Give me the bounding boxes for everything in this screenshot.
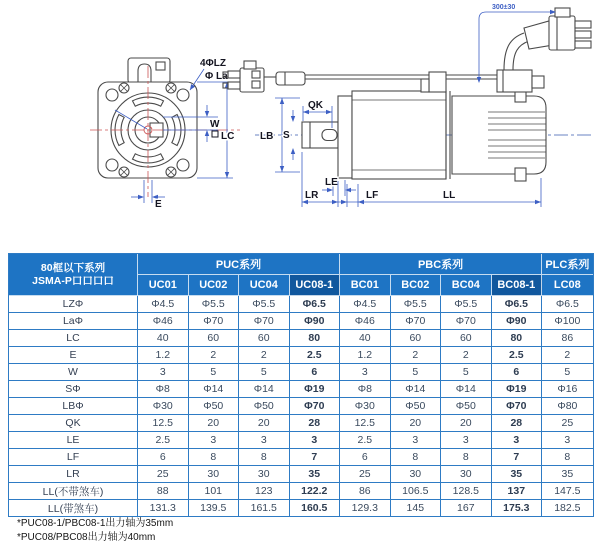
table-cell: 60 [391,330,442,347]
side-view [223,4,592,207]
keyway-width-label: W [210,119,220,130]
table-cell: Φ6.5 [492,296,543,313]
table-cell: 60 [441,330,492,347]
table-cell: 2 [542,347,593,364]
table-cell: Φ30 [138,398,189,415]
table-cell: Φ14 [391,381,442,398]
table-cell: Φ19 [290,381,341,398]
table-cell: 28 [290,415,341,432]
encoder-cable [264,72,497,85]
row-label: W [9,364,138,381]
row-label: LL(带煞车) [9,500,138,516]
encoder-gland [429,72,446,92]
table-cell: 131.3 [138,500,189,516]
column-header-bc02: BC02 [391,275,442,296]
table-cell: 147.5 [542,483,593,500]
row-label: LE [9,432,138,449]
table-cell: 160.5 [290,500,341,516]
power-cable [504,21,553,70]
table-row [9,364,593,381]
dim-le [322,177,356,196]
table-row [9,500,593,516]
table-cell: Φ100 [542,313,593,330]
series-group-header: PUC系列 [138,254,340,275]
table-cell: Φ50 [441,398,492,415]
table-cell: Φ4.5 [138,296,189,313]
table-cell: Φ70 [441,313,492,330]
row-label: E [9,347,138,364]
table-cell: 2.5 [138,432,189,449]
table-cell: 2 [391,347,442,364]
table-cell: 80 [290,330,341,347]
table-cell: 2 [441,347,492,364]
table-cell: 3 [290,432,341,449]
table-cell: Φ46 [340,313,391,330]
row-label: LR [9,466,138,483]
table-cell: 2.5 [492,347,543,364]
table-cell: Φ50 [239,398,290,415]
column-header-bc04: BC04 [441,275,492,296]
power-entry-block [497,70,532,92]
table-cell: 5 [189,364,240,381]
footnotes [17,517,173,545]
table-cell: Φ5.5 [189,296,240,313]
row-label: QK [9,415,138,432]
table-cell: Φ90 [492,313,543,330]
table-cell: 7 [290,449,341,466]
table-cell: 8 [441,449,492,466]
series-header [9,254,138,296]
table-cell: 6 [290,364,341,381]
table-cell: 30 [189,466,240,483]
table-row [9,449,593,466]
series-header-line2: JSMA-P口口口口 [32,274,114,287]
row-label: LaΦ [9,313,138,330]
table-cell: 2.5 [290,347,341,364]
table-cell: 30 [239,466,290,483]
table-cell: 5 [391,364,442,381]
table-cell: 35 [290,466,341,483]
table-cell: 35 [542,466,593,483]
table-cell: 122.2 [290,483,341,500]
flange-plate [338,96,352,178]
table-cell: 3 [441,432,492,449]
row-label: LF [9,449,138,466]
table-cell: Φ19 [492,381,543,398]
front-connector-outline [128,58,170,83]
table-cell: 35 [492,466,543,483]
clip-bottom [515,168,526,181]
table-cell: 3 [189,432,240,449]
table-cell: 88 [138,483,189,500]
row-label: LZΦ [9,296,138,313]
row-label: LL(不带煞车) [9,483,138,500]
table-cell: 25 [542,415,593,432]
series-group-header: PBC系列 [340,254,542,275]
footnote-2: *PUC08/PBC08出力轴为40mm [17,532,156,543]
table-row [9,466,593,483]
table-cell: Φ6.5 [542,296,593,313]
table-cell: 20 [239,415,290,432]
bolt-holes-label: 4ΦLZ [200,58,226,69]
table-row [9,415,593,432]
table-cell: 8 [542,449,593,466]
table-cell: 6 [340,449,391,466]
table-cell: 1.2 [340,347,391,364]
table-cell: Φ70 [189,313,240,330]
column-header-bc08-1: BC08-1 [492,275,543,296]
flange-thickness-label: LF [366,190,379,201]
table-cell: Φ14 [441,381,492,398]
table-cell: 167 [441,500,492,516]
table-cell: 28 [492,415,543,432]
table-cell: 25 [138,466,189,483]
table-cell: Φ30 [340,398,391,415]
spec-table [8,253,594,517]
table-cell: 30 [441,466,492,483]
shaft-length-label: LR [305,190,319,201]
table-cell: 20 [189,415,240,432]
table-cell: Φ6.5 [290,296,341,313]
offset-label: E [155,199,162,210]
table-cell: 2 [189,347,240,364]
table-cell: 2.5 [340,432,391,449]
table-cell: 145 [391,500,442,516]
table-cell: 60 [189,330,240,347]
table-cell: Φ46 [138,313,189,330]
table-row [9,381,593,398]
table-cell: Φ14 [239,381,290,398]
table-cell: Φ14 [189,381,240,398]
column-header-uc08-1: UC08-1 [290,275,341,296]
table-cell: 3 [542,432,593,449]
table-cell: Φ5.5 [239,296,290,313]
dim-s [283,110,295,160]
table-cell: Φ70 [239,313,290,330]
table-row [9,347,593,364]
table-cell: Φ70 [492,398,543,415]
encoder-gland-step [421,79,429,92]
footnote-1: *PUC08-1/PBC08-1出力轴为35mm [17,518,174,529]
table-cell: 5 [441,364,492,381]
table-row [9,398,593,415]
table-cell: 3 [492,432,543,449]
series-group-header: PLC系列 [542,254,593,275]
table-cell: 182.5 [542,500,593,516]
power-entry-tab [532,76,544,88]
table-cell: Φ8 [340,381,391,398]
motor-dimension-drawing [0,0,600,250]
table-cell: 101 [189,483,240,500]
row-label: LBΦ [9,398,138,415]
table-cell: 5 [542,364,593,381]
table-cell: 3 [391,432,442,449]
table-cell: 2 [239,347,290,364]
table-cell: Φ70 [391,313,442,330]
pilot-diameter-label: LB [260,131,274,142]
front-view [90,58,240,210]
table-cell: 175.3 [492,500,543,516]
table-row [9,432,593,449]
table-cell: 40 [138,330,189,347]
row-label: SΦ [9,381,138,398]
table-cell: 20 [441,415,492,432]
table-cell: Φ50 [391,398,442,415]
table-cell: 106.5 [391,483,442,500]
group-header-row [9,254,593,275]
column-header-uc02: UC02 [189,275,240,296]
table-cell: Φ8 [138,381,189,398]
boss-label: LE [325,177,338,188]
spec-table-wrap [8,253,592,517]
table-cell: 3 [340,364,391,381]
table-cell: Φ80 [542,398,593,415]
table-row [9,483,593,500]
column-header-uc01: UC01 [138,275,189,296]
table-cell: 25 [340,466,391,483]
table-cell: 5 [239,364,290,381]
table-row [9,296,593,313]
table-cell: Φ4.5 [340,296,391,313]
table-cell: 8 [391,449,442,466]
table-cell: 3 [239,432,290,449]
cable-length-label: 300±30 [492,4,516,11]
table-cell: 161.5 [239,500,290,516]
table-cell: 6 [492,364,543,381]
key-length-label: QK [308,100,323,111]
table-cell: Φ50 [189,398,240,415]
table-cell: 139.5 [189,500,240,516]
column-header-uc04: UC04 [239,275,290,296]
table-cell: 86 [340,483,391,500]
table-cell: 12.5 [138,415,189,432]
table-cell: 20 [391,415,442,432]
table-cell: Φ70 [290,398,341,415]
table-cell: Φ5.5 [391,296,442,313]
table-cell: 7 [492,449,543,466]
table-cell: 1.2 [138,347,189,364]
row-label: LC [9,330,138,347]
table-cell: Φ90 [290,313,341,330]
table-cell: 6 [138,449,189,466]
power-connector [549,8,591,50]
table-cell: 8 [239,449,290,466]
table-cell: 129.3 [340,500,391,516]
table-cell: 3 [138,364,189,381]
body-length-label: LL [443,190,456,201]
column-header-bc01: BC01 [340,275,391,296]
table-cell: 80 [492,330,543,347]
table-cell: 30 [391,466,442,483]
table-cell: 60 [239,330,290,347]
series-header-line1: 80框以下系列 [40,261,106,274]
table-row [9,330,593,347]
table-cell: 86 [542,330,593,347]
table-cell: 8 [189,449,240,466]
encoder-connector [223,61,264,92]
table-cell: Φ5.5 [441,296,492,313]
rear-housing [452,96,546,174]
table-cell: 123 [239,483,290,500]
table-cell: 137 [492,483,543,500]
spec-table-body [9,296,593,516]
flange-circle-label: Φ La [205,71,228,82]
shaft-diameter-label: S [283,130,290,141]
table-cell: 128.5 [441,483,492,500]
table-cell: 40 [340,330,391,347]
table-cell: Φ16 [542,381,593,398]
column-header-lc08: LC08 [542,275,593,296]
bolt-hole-leader [190,69,204,90]
frame-size-label: LC [221,131,235,142]
motor-body [352,91,446,179]
shaft [302,122,338,148]
table-row [9,313,593,330]
table-cell: 12.5 [340,415,391,432]
